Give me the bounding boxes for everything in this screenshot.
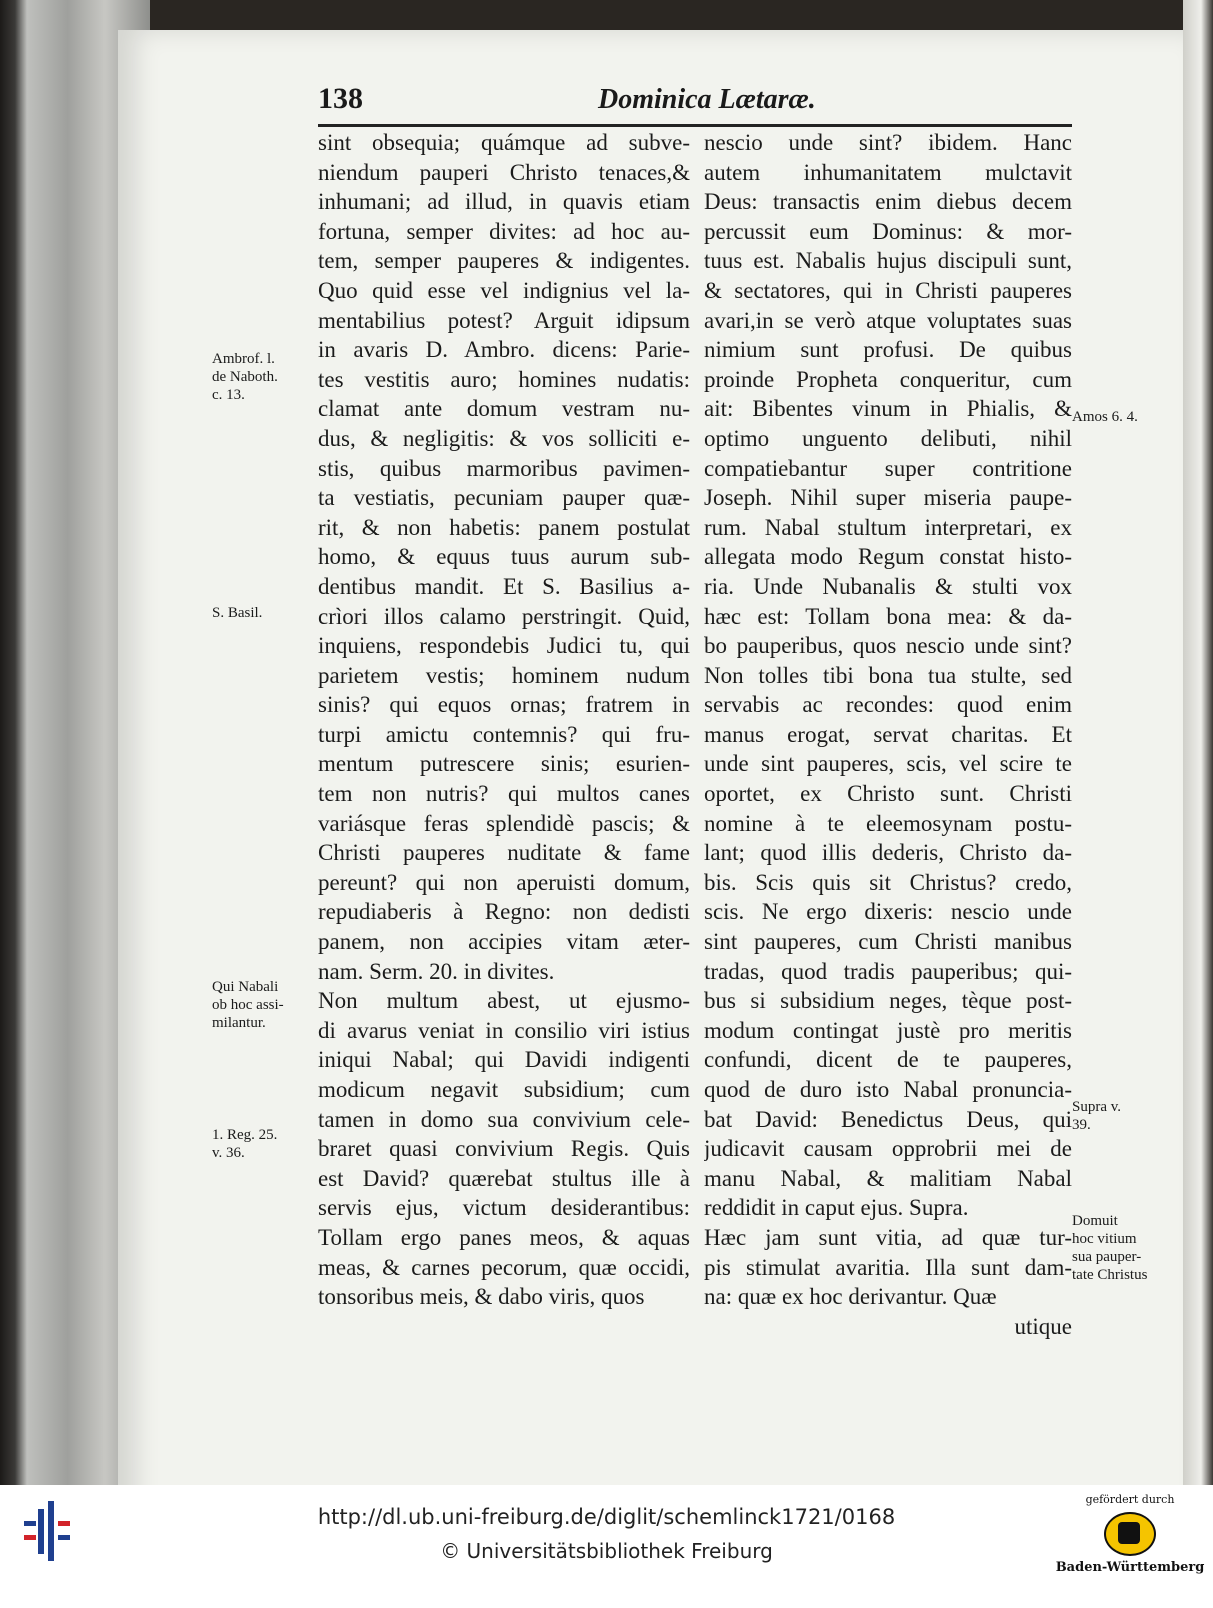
text-line: variásque feras splendidè pascis; & — [318, 810, 690, 836]
text-line: Christi pauperes nuditate & fame — [318, 840, 690, 866]
text-line: sint obsequia; quámque ad subve- — [318, 130, 690, 155]
text-line: di avarus veniat in consilio viri istius — [318, 1017, 690, 1043]
text-line: inquiens, respondebis Judici tu, qui — [318, 633, 690, 659]
margin-note — [1072, 408, 1172, 426]
text-line: modum contingat justè pro meritis — [704, 1017, 1072, 1043]
text-line: braret quasi convivium Regis. Quis — [318, 1136, 690, 1162]
text-line: bis. Scis quis sit Christus? credo, — [704, 869, 1072, 895]
text-line: confundi, dicent de te pauperes, — [704, 1047, 1072, 1073]
text-line: oportet, ex Christo sunt. Christi — [704, 781, 1072, 807]
text-line: sinis? qui equos ornas; fratrem in — [318, 692, 690, 718]
margin-note-line: Supra v. — [1072, 1099, 1122, 1115]
margin-note-line: S. Basil. — [212, 605, 263, 621]
text-line: ait: Bibentes vinum in Phialis, & — [704, 396, 1072, 422]
text-line: homo, & equus tuus aurum sub- — [318, 544, 690, 570]
text-line: sint pauperes, cum Christi manibus — [704, 929, 1072, 955]
margin-note-line: Ambrof. l. — [212, 351, 275, 367]
text-line: servis ejus, victum desiderantibus: — [318, 1195, 690, 1221]
text-line: clamat ante domum vestram nu- — [318, 396, 690, 422]
text-line: judicavit causam opprobrii mei de — [704, 1136, 1072, 1162]
margin-note-line: sua pauper- — [1072, 1249, 1142, 1265]
text-line: iniqui Nabal; qui Davidi indigenti — [318, 1047, 690, 1073]
text-line: meas, & carnes pecorum, quæ occidi, — [318, 1254, 690, 1280]
text-line: Quo quid esse vel indignius vel la- — [318, 277, 690, 303]
sponsor-name: Baden-Württemberg — [1055, 1560, 1205, 1575]
margin-note-line: hoc vitium — [1072, 1231, 1137, 1247]
text-line: nomine à te eleemosynam postu- — [704, 810, 1072, 836]
text-line: tem, semper pauperes & indigentes. — [318, 248, 690, 274]
text-line: stis, quibus marmoribus pavimen- — [318, 455, 690, 481]
page-number: 138 — [318, 82, 363, 115]
text-line: tradas, quod tradis pauperibus; qui- — [704, 958, 1072, 984]
text-line: reddidit in caput ejus. Supra. — [704, 1195, 969, 1221]
margin-note — [212, 1126, 316, 1162]
text-line: tuus est. Nabalis hujus discipuli sunt, — [704, 248, 1072, 274]
running-head: Dominica Lætaræ. — [598, 84, 816, 115]
text-line: tamen in domo sua convivium cele- — [318, 1106, 690, 1132]
margin-note — [212, 604, 316, 622]
text-line: na: quæ ex hoc derivantur. Quæ — [704, 1284, 997, 1310]
text-line: parietem vestis; hominem nudum — [318, 662, 690, 688]
margin-note — [212, 978, 316, 1032]
text-line: bat David: Benedictus Deus, qui — [704, 1106, 1072, 1132]
margin-note-line: 39. — [1072, 1117, 1091, 1133]
text-line: manus erogat, servat charitas. Et — [704, 721, 1072, 747]
text-line: Tollam ergo panes meos, & aquas — [318, 1224, 690, 1250]
text-line: in avaris D. Ambro. dicens: Parie- — [318, 337, 690, 363]
sponsor-block — [1055, 1493, 1205, 1575]
text-line: scis. Ne ergo dixeris: nescio unde — [704, 899, 1072, 925]
text-line: utique — [1014, 1313, 1072, 1339]
text-line: dus, & negligitis: & vos solliciti e- — [318, 425, 690, 451]
text-line: allegata modo Regum constat histo- — [704, 544, 1072, 570]
text-line: est David? quærebat stultus ille à — [318, 1165, 690, 1191]
text-line: mentum putrescere sinis; esurien- — [318, 751, 690, 777]
text-line: niendum pauperi Christo tenaces,& — [318, 159, 690, 185]
right-text-column — [704, 128, 1072, 1341]
text-line: repudiaberis à Regno: non dedisti — [318, 899, 690, 925]
margin-note-line: Qui Nabali — [212, 979, 279, 995]
text-line: Joseph. Nihil super miseria paupe- — [704, 485, 1072, 511]
text-line: quod de duro isto Nabal pronuncia- — [704, 1077, 1072, 1102]
margin-note-line: de Naboth. — [212, 369, 278, 385]
text-line: unde sint pauperes, scis, vel scire te — [704, 751, 1072, 777]
margin-note-line: milantur. — [212, 1015, 266, 1031]
text-line: bus si subsidium neges, tèque post- — [704, 988, 1072, 1014]
text-line: nescio unde sint? ibidem. Hanc — [704, 130, 1072, 155]
text-line: nam. Serm. 20. in divites. — [318, 958, 555, 984]
text-line: pereunt? qui non aperuisti domum, — [318, 869, 690, 895]
header-rule — [318, 124, 1072, 127]
text-line: modicum negavit subsidium; cum — [318, 1077, 690, 1102]
text-line: Hæc jam sunt vitia, ad quæ tur- — [704, 1224, 1072, 1250]
state-seal-icon — [1104, 1512, 1156, 1556]
text-line: dentibus mandit. Et S. Basilius a- — [318, 573, 690, 599]
viewer-footer — [0, 1485, 1213, 1608]
text-line: Non tolles tibi bona tua stulte, sed — [704, 662, 1072, 688]
text-line: fortuna, semper divites: ad hoc au- — [318, 218, 690, 244]
text-line: lant; quod illis dederis, Christo da- — [704, 840, 1072, 866]
margin-note-line: c. 13. — [212, 387, 245, 403]
text-line: percussit eum Dominus: & mor- — [704, 218, 1072, 244]
text-line: tes vestitis auro; homines nudatis: — [318, 366, 690, 392]
text-line: rum. Nabal stultum interpretari, ex — [704, 514, 1072, 540]
sponsor-label: gefördert durch — [1085, 1493, 1175, 1506]
text-line: servabis ac recondes: quod enim — [704, 692, 1072, 718]
text-line: compatiebantur super contritione — [704, 455, 1072, 481]
text-line: crìori illos calamo perstringit. Quid, — [318, 603, 690, 629]
text-line: rit, & non habetis: panem postulat — [318, 514, 690, 540]
text-line: proinde Propheta conqueritur, cum — [704, 366, 1072, 392]
permalink-url[interactable]: http://dl.ub.uni-freiburg.de/diglit/schemlinck1721/0168 — [317, 1505, 896, 1529]
copyright-notice: © Universitätsbibliothek Freiburg — [440, 1539, 773, 1563]
text-line: turpi amictu contemnis? qui fru- — [318, 721, 690, 747]
margin-note-line: v. 36. — [212, 1145, 245, 1161]
margin-note-line: ob hoc assi- — [212, 997, 284, 1013]
text-line: avari,in se verò atque voluptates suas — [704, 307, 1072, 333]
text-line: panem, non accipies vitam æter- — [318, 929, 690, 955]
text-line: Deus: transactis enim diebus decem — [704, 189, 1072, 215]
text-line: tem non nutris? qui multos canes — [318, 781, 690, 807]
margin-note-line: 1. Reg. 25. — [212, 1127, 278, 1143]
margin-note — [1072, 1212, 1172, 1284]
text-line: nimium sunt profusi. De quibus — [704, 337, 1072, 363]
margin-note-line: tate Christus — [1072, 1267, 1148, 1283]
text-line: ria. Unde Nubanalis & stulti vox — [704, 573, 1072, 599]
text-line: optimo unguento delibuti, nihil — [704, 425, 1072, 451]
margin-note-line: Domuit — [1072, 1213, 1118, 1229]
text-line: pis stimulat avaritia. Illa sunt dam- — [704, 1254, 1072, 1280]
text-line: inhumani; ad illud, in quavis etiam — [318, 189, 690, 215]
page-header — [318, 82, 1078, 122]
left-text-column — [318, 128, 690, 1312]
text-line: bo pauperibus, quos nescio unde sint? — [704, 633, 1072, 659]
margin-note-line: Amos 6. 4. — [1072, 409, 1138, 425]
margin-note — [212, 350, 316, 404]
text-line: hæc est: Tollam bona mea: & da- — [704, 603, 1072, 629]
facing-page-edge — [1183, 0, 1213, 1520]
text-line: & sectatores, qui in Christi pauperes — [704, 277, 1072, 303]
margin-note — [1072, 1098, 1172, 1134]
text-line: Non multum abest, ut ejusmo- — [318, 988, 690, 1014]
text-line: tonsoribus meis, & dabo viris, quos — [318, 1284, 645, 1310]
text-line: mentabilius potest? Arguit idipsum — [318, 307, 690, 333]
text-line: autem inhumanitatem mulctavit — [704, 159, 1072, 185]
text-line: manu Nabal, & malitiam Nabal — [704, 1165, 1072, 1191]
text-line: ta vestiatis, pecuniam pauper quæ- — [318, 485, 690, 511]
